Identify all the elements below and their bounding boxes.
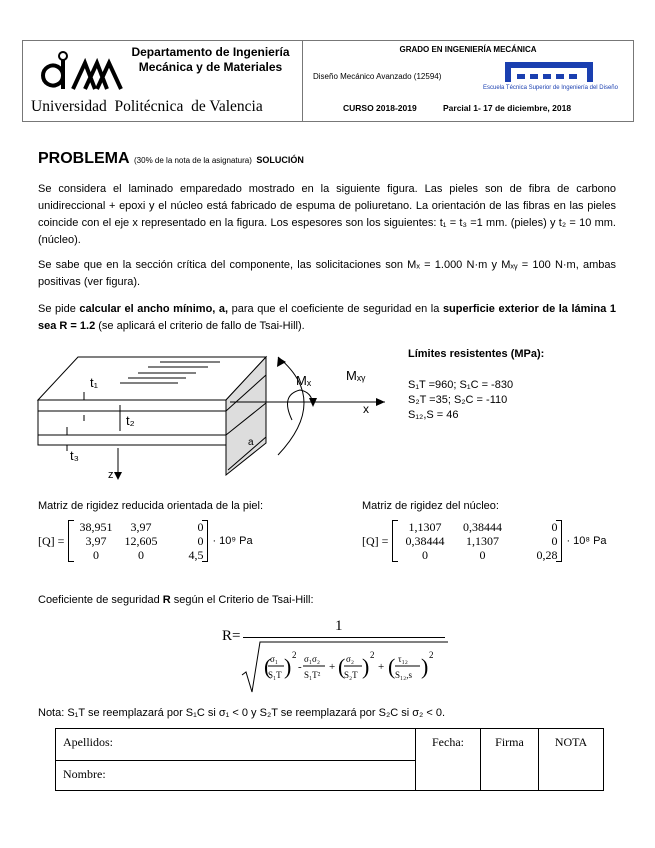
svg-text:σ₁: σ₁ xyxy=(270,654,278,664)
matrix-cell: 0 xyxy=(479,548,486,562)
strength-limits xyxy=(408,378,513,423)
svg-text:2: 2 xyxy=(429,650,434,660)
matrix-cell: 4,5 xyxy=(188,548,204,562)
matrix-cell: 12,605 xyxy=(124,534,158,548)
t: Se pide xyxy=(38,303,80,315)
matrix-factor: · 10⁹ Pa xyxy=(212,535,253,547)
matrix-cell: 0 xyxy=(551,520,558,534)
svg-text:+: + xyxy=(378,661,385,673)
svg-text:(: ( xyxy=(338,654,346,679)
matrix-cell: 0 xyxy=(92,548,99,562)
exam-date: Parcial 1- 17 de diciembre, 2018 xyxy=(443,103,572,113)
matrix-factor: · 10⁸ Pa xyxy=(566,535,607,547)
limit-line: S₁₂,S = 46 xyxy=(408,409,459,421)
svg-text:+: + xyxy=(329,661,336,673)
grade-field[interactable]: NOTA xyxy=(539,729,604,791)
signature-field[interactable]: Firma xyxy=(481,729,539,791)
department-name: Departamento de Ingeniería Mecánica y de Materiales xyxy=(131,45,290,74)
matrix-cell: 0 xyxy=(137,548,144,562)
matrix-cell: 0 xyxy=(197,534,204,548)
matrix-cell: 0 xyxy=(197,520,204,534)
matrix-cell: 38,951 xyxy=(79,520,113,534)
statement-paragraph-2: Se sabe que en la sección crítica del componente, las solicitaciones son Mₓ = 1.000 N·m y Mₓᵧ = 100 N·m, ambas positivas (ver figura). xyxy=(38,259,616,288)
etsid-logo xyxy=(505,62,593,82)
university-name: Universidad Politécnica de Valencia xyxy=(31,98,263,115)
limit-line: S₂T =35; S₂C = -110 xyxy=(408,394,508,406)
replacement-note: Nota: S₁T se reemplazará por S₁C si σ₁ < 0 y S₂T se reemplazará por S₂C si σ₂ < 0. xyxy=(38,707,445,719)
matrix-cell: 0,38444 xyxy=(462,520,502,534)
t: según el Criterio de Tsai-Hill: xyxy=(170,594,314,606)
matrix-cell: 0,28 xyxy=(536,548,558,562)
core-stiffness-matrix xyxy=(362,520,607,562)
svg-text:S₁T²: S₁T² xyxy=(304,670,321,680)
fraction-bar xyxy=(243,637,445,638)
matrix-cell: 0 xyxy=(421,548,428,562)
student-info-form xyxy=(55,728,604,791)
r-symbol: R= xyxy=(222,628,241,644)
svg-text:S₂T: S₂T xyxy=(344,670,358,680)
matrix-cell: 0 xyxy=(551,534,558,548)
matrix-cell: 0,38444 xyxy=(405,534,445,548)
numerator: 1 xyxy=(335,618,343,634)
degree-name: GRADO EN INGENIERÍA MECÁNICA xyxy=(399,45,537,54)
problem-title xyxy=(38,150,304,168)
t1-label: t₁ xyxy=(90,375,98,390)
matrix-lhs: [Q] = xyxy=(362,533,389,548)
skin-stiffness-matrix xyxy=(38,520,253,562)
core-matrix-title: Matriz de rigidez del núcleo: xyxy=(362,500,499,512)
svg-text:S₁₂,s: S₁₂,s xyxy=(395,670,413,680)
t: R xyxy=(162,594,171,606)
academic-year: CURSO 2018-2019 xyxy=(343,103,417,113)
svg-text:σ₂: σ₂ xyxy=(346,654,354,664)
t: superficie exterior de la lámina 1 sea R = 1.2 xyxy=(38,303,617,332)
svg-text:): ) xyxy=(421,654,429,679)
course-name: Diseño Mecánico Avanzado (12594) xyxy=(313,72,442,81)
t: para que el coeficiente de seguridad en la xyxy=(228,303,443,315)
svg-text:(: ( xyxy=(388,654,396,679)
mxy-label: Mₓᵧ xyxy=(346,368,366,383)
svg-text:τ₁₂: τ₁₂ xyxy=(398,654,408,664)
svg-text:-: - xyxy=(298,661,302,673)
svg-text:σ₁σ₂: σ₁σ₂ xyxy=(304,654,320,664)
tsai-hill-denominator xyxy=(240,640,450,695)
svg-text:(: ( xyxy=(264,654,272,679)
mx-label: Mₓ xyxy=(296,373,312,388)
svg-text:): ) xyxy=(362,654,370,679)
matrix-lhs: [Q] = xyxy=(38,533,65,548)
t2-label: t₂ xyxy=(126,413,135,428)
svg-text:): ) xyxy=(284,654,292,679)
exam-header xyxy=(22,40,634,122)
t: Coeficiente de seguridad xyxy=(38,594,163,606)
matrix-cell: 1,1307 xyxy=(465,534,499,548)
svg-text:2: 2 xyxy=(370,650,375,660)
statement-paragraph-3 xyxy=(38,301,616,335)
criterion-label xyxy=(38,594,314,606)
x-axis-label: x xyxy=(363,402,369,416)
school-name: Escuela Técnica Superior de Ingeniería del Diseño xyxy=(483,85,618,91)
dim-logo xyxy=(33,49,128,91)
t: (se aplicará el criterio de fallo de Tsai-Hill). xyxy=(95,320,305,332)
weight-note: (30% de la nota de la asignatura) xyxy=(134,156,252,165)
matrix-cell: 3,97 xyxy=(85,534,107,548)
svg-text:S₁T: S₁T xyxy=(268,670,282,680)
matrix-cell: 1,1307 xyxy=(408,520,442,534)
sandwich-laminate-figure xyxy=(30,345,390,481)
statement-paragraph-1: Se considera el laminado emparedado mostrado en la siguiente figura. Las pieles son de fibra de carbono unidireccional + epoxi y el núcleo está fabricado de espuma de poliuretano. La orientación de las fibras en las pieles coincide con el eje x representado en la figura. Los espesores son los siguientes: t₁ = t₃ =1 mm. (pieles) y t₂ = 10 mm. (núcleo). xyxy=(38,183,616,246)
title-text: PROBLEMA xyxy=(38,150,130,167)
limit-line: S₁T =960; S₁C = -830 xyxy=(408,379,514,391)
date-field[interactable]: Fecha: xyxy=(416,729,481,791)
surname-field[interactable]: Apellidos: xyxy=(56,729,416,761)
skin-matrix-title: Matriz de rigidez reducida orientada de la piel: xyxy=(38,500,264,512)
name-field[interactable]: Nombre: xyxy=(56,761,416,791)
t3-label: t₃ xyxy=(70,448,79,463)
matrix-cell: 3,97 xyxy=(130,520,152,534)
z-axis-label: z xyxy=(108,469,114,481)
solution-label: SOLUCIÓN xyxy=(256,155,304,165)
limits-title: Límites resistentes (MPa): xyxy=(408,348,545,360)
width-label: a xyxy=(248,437,254,448)
t: calcular el ancho mínimo, a, xyxy=(79,303,229,315)
svg-text:2: 2 xyxy=(292,650,297,660)
